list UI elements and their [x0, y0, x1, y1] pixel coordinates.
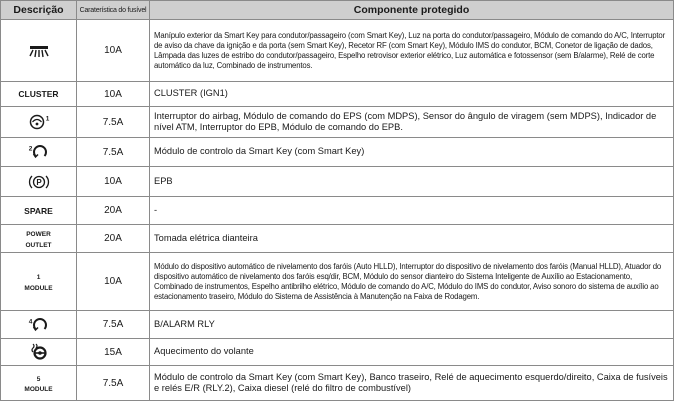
row-desc [1, 167, 77, 197]
header-componente: Componente protegido [150, 1, 674, 20]
row-desc: SPARE [1, 197, 77, 225]
header-caracteristica: Caraterística do fusível [77, 1, 150, 20]
table-row [1, 107, 674, 138]
table-row [1, 225, 674, 253]
table-row [1, 366, 674, 401]
table-row [1, 253, 674, 311]
row-amp: 15A [77, 339, 150, 366]
row-component: EPB [150, 167, 674, 197]
row-component: Aquecimento do volante [150, 339, 674, 366]
row-amp: 10A [77, 253, 150, 311]
table-row [1, 339, 674, 366]
smart-key-icon [32, 317, 48, 333]
header-descricao: Descrição [1, 1, 77, 20]
row-desc [1, 339, 77, 366]
row-desc [1, 20, 77, 82]
row-amp: 10A [77, 20, 150, 82]
table-row [1, 197, 674, 225]
table-header-row [1, 1, 674, 20]
row-component: - [150, 197, 674, 225]
row-component: Interruptor do airbag, Módulo de comando do EPS (com MDPS), Sensor do ângulo de viragem (sem MDPS), Indicador de nível ATM, Interruptor do EPB, Módulo de comando do EPB. [150, 107, 674, 138]
table-row [1, 138, 674, 167]
row-amp: 10A [77, 167, 150, 197]
svg-text:P: P [35, 177, 42, 187]
table-row [1, 82, 674, 107]
row-component: Módulo do dispositivo automático de nivelamento dos faróis (Auto HLLD), Interruptor do dispositivo de nivelamento dos faróis (Manual HLLD), Atuador do dispositivo automático de nivelamento dos faróis esq/dir, BCM, Módulo do sensor dianteiro do Sistema Inteligente de Auxílio ao Estacionamento, Combinado de instrumentos, Espelho antibrilho elétrico, Módulo de comando do A/C, Módulo do IMS do condutor, Aviso sonoro do sistema de auxílio ao estacionamento traseiro, Módulo do Sistema de Assistência à Manutenção na Faixa de Rodagem. [150, 253, 674, 311]
row-amp: 7.5A [77, 311, 150, 339]
row-desc: 1 MODULE [1, 253, 77, 311]
row-amp: 7.5A [77, 138, 150, 167]
row-desc: POWER OUTLET [1, 225, 77, 253]
table-row [1, 167, 674, 197]
row-component: Manípulo exterior da Smart Key para condutor/passageiro (com Smart Key), Luz na porta do condutor/passageiro, Módulo de comando do A/C, Interruptor de aviso da chave da ignição e da porta (sem Smart Key), Recetor RF (com Smart Key), Módulo IMS do condutor, BCM, Conetor de ligação de dados, Lâmpada das luzes de estribo do condutor/passageiro, Espelho retrovisor exterior elétrico, Luz automática e fotossensor (sem B/alarme), Relé de corte automático da luz, Combinado de instrumentos. [150, 20, 674, 82]
airbag-icon [28, 114, 46, 130]
row-component: B/ALARM RLY [150, 311, 674, 339]
row-desc: 1 [1, 107, 77, 138]
row-component: Módulo de controlo da Smart Key (com Smart Key), Banco traseiro, Relé de aquecimento esquerdo/direito, Caixa de fusíveis e relés E/R (RLY.2), Caixa diesel (relé do filtro de combustível) [150, 366, 674, 401]
row-component: Tomada elétrica dianteira [150, 225, 674, 253]
row-desc: 4 [1, 311, 77, 339]
row-amp: 20A [77, 225, 150, 253]
interior-light-icon [28, 43, 50, 59]
row-desc: 5 MODULE [1, 366, 77, 401]
row-desc: CLUSTER [1, 82, 77, 107]
row-component: CLUSTER (IGN1) [150, 82, 674, 107]
table-row [1, 311, 674, 339]
row-desc: 2 [1, 138, 77, 167]
row-amp: 10A [77, 82, 150, 107]
smart-key-icon [32, 144, 48, 160]
row-amp: 7.5A [77, 366, 150, 401]
heated-steering-icon [30, 343, 48, 361]
parking-brake-icon [28, 173, 50, 191]
table-row [1, 20, 674, 82]
row-component: Módulo de controlo da Smart Key (com Smart Key) [150, 138, 674, 167]
row-amp: 20A [77, 197, 150, 225]
row-amp: 7.5A [77, 107, 150, 138]
